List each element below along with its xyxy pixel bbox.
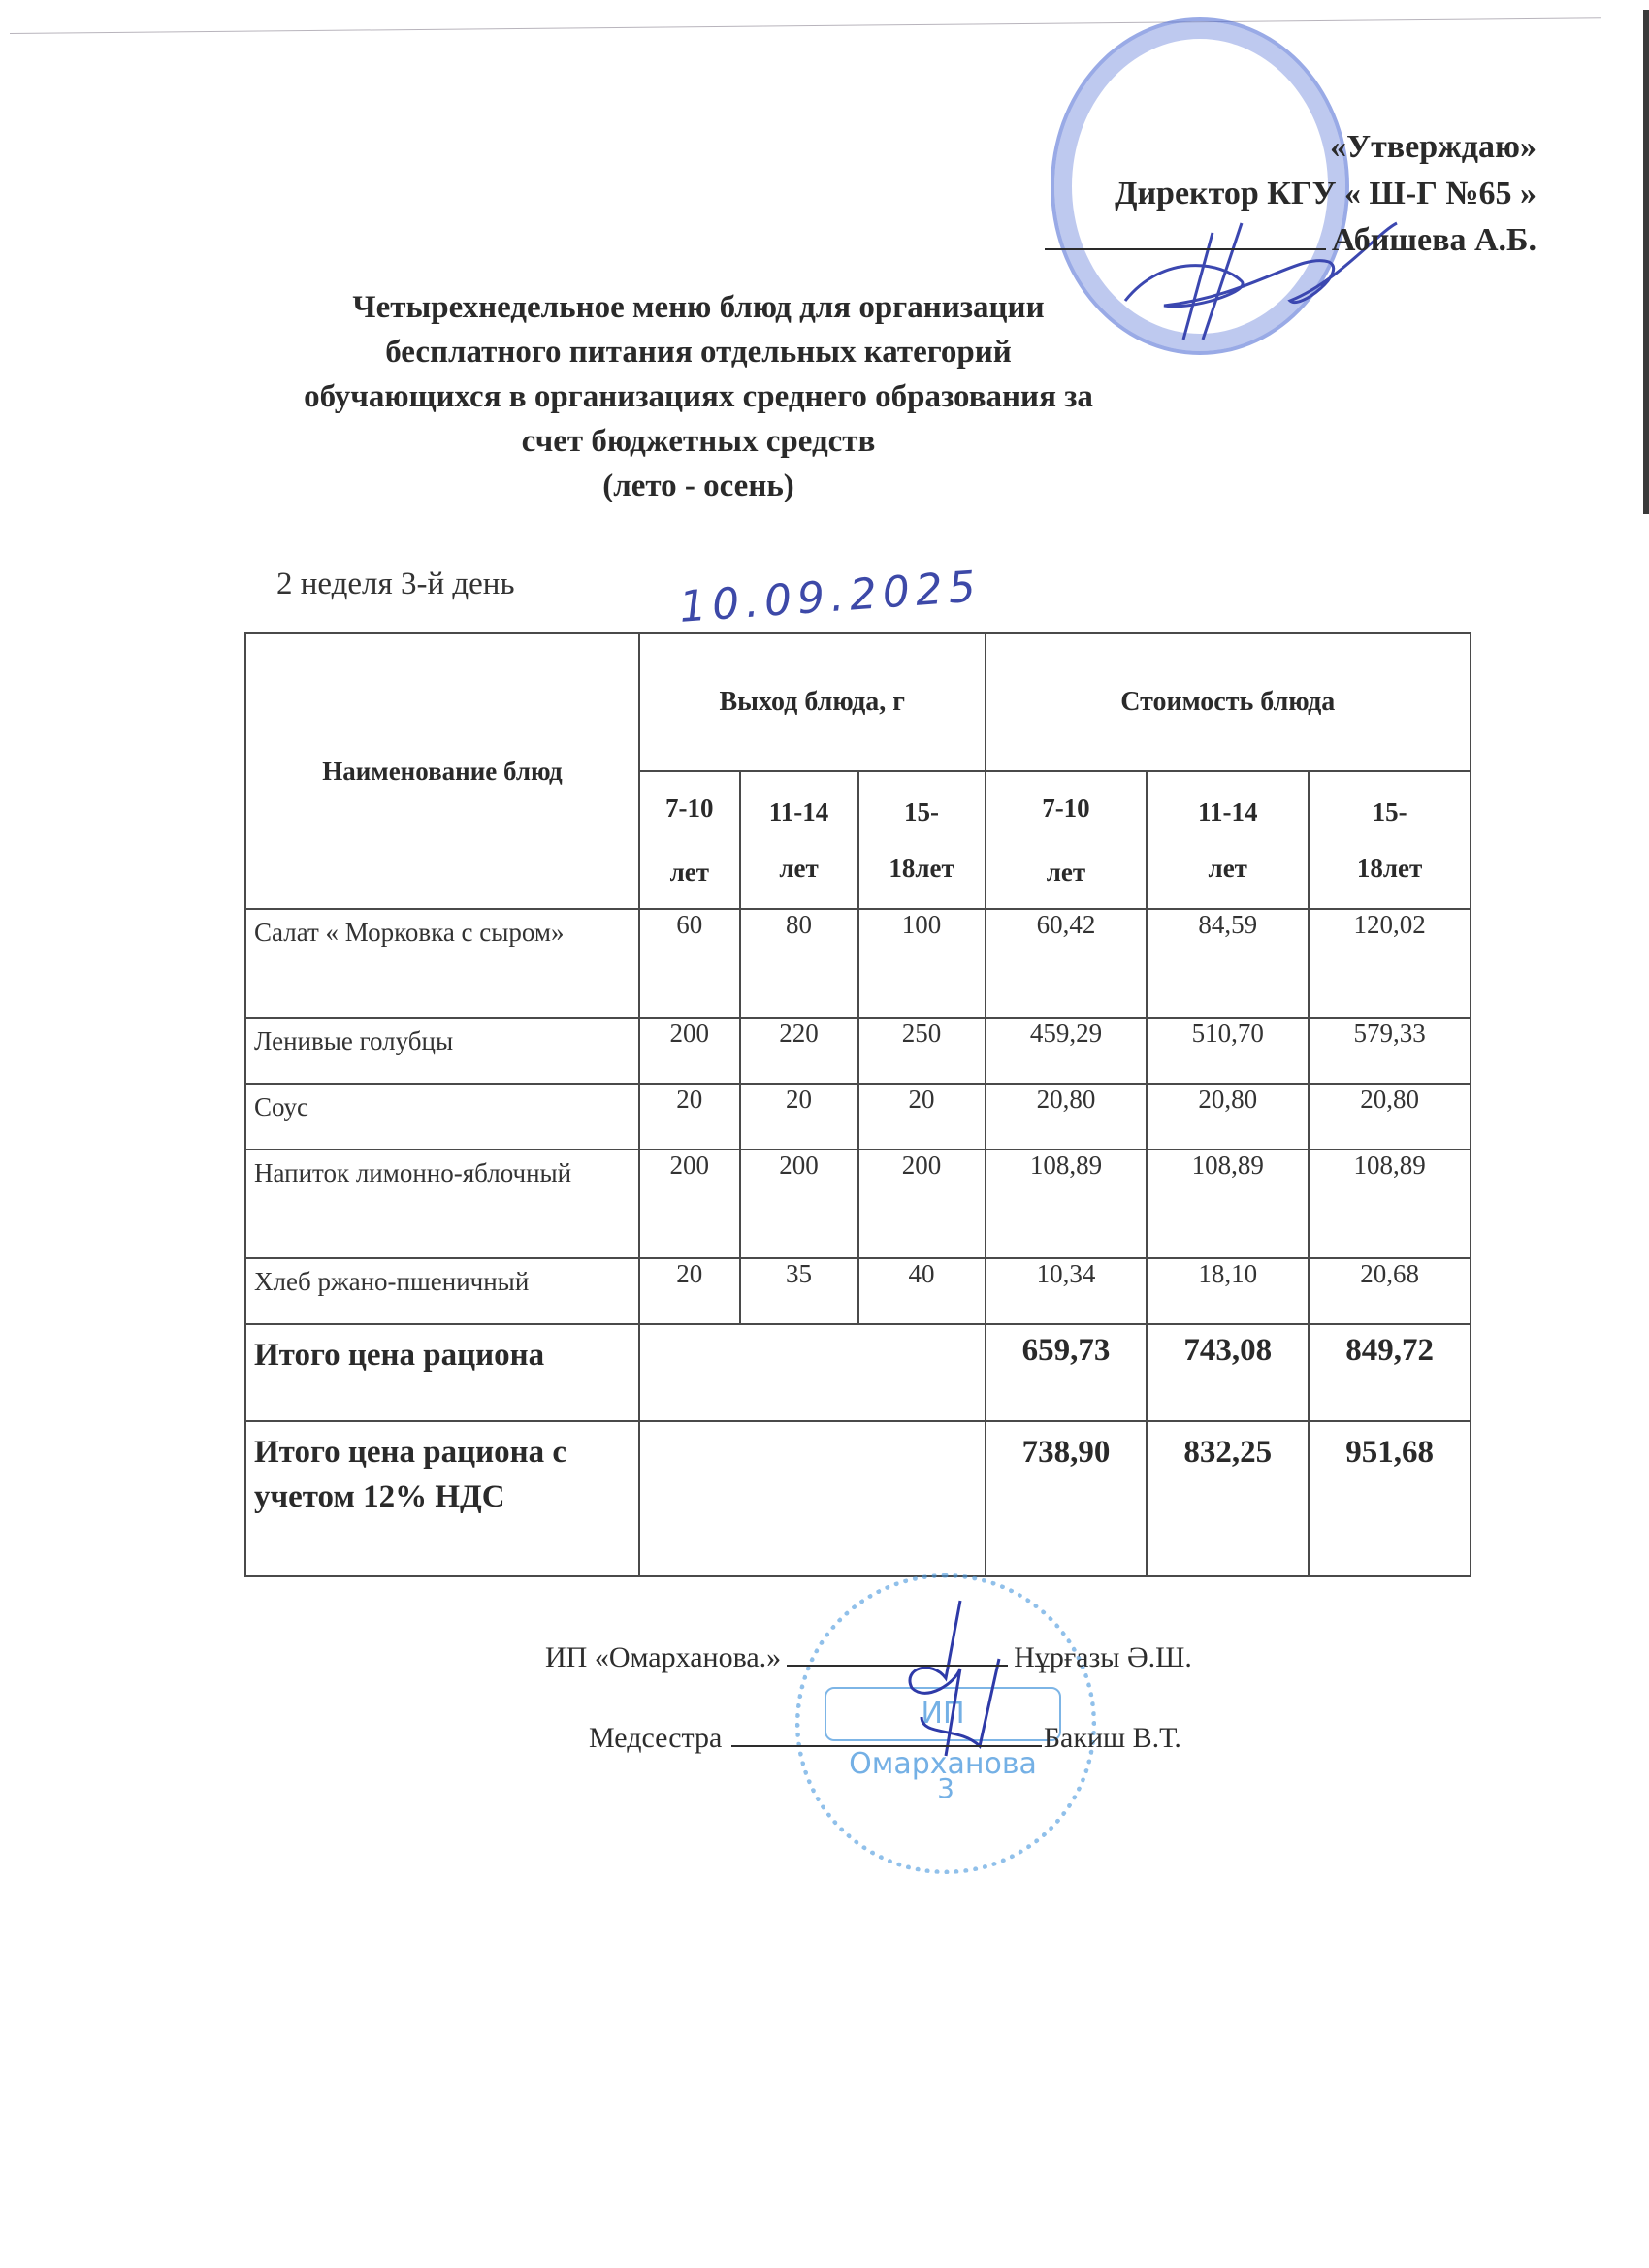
total-vat-cost-value: 951,68 (1309, 1421, 1471, 1576)
header-age-cost-15-18: 15- 18лет (1309, 771, 1471, 909)
cost-value: 10,34 (986, 1258, 1148, 1324)
yield-value: 60 (639, 909, 740, 1018)
yield-value: 200 (740, 1150, 858, 1258)
scan-edge-shadow (1643, 10, 1649, 514)
header-age-yield-7-10: 7-10 лет (639, 771, 740, 909)
header-dish-name: Наименование блюд (245, 633, 639, 909)
header-age-yield-15-18: 15- 18лет (858, 771, 986, 909)
yield-value: 250 (858, 1018, 986, 1084)
dish-name: Ленивые голубцы (245, 1018, 639, 1084)
approval-name: Абишева А.Б. (1331, 222, 1536, 258)
total-vat-empty-cell (639, 1421, 986, 1576)
supplier-label: ИП «Омарханова.» (545, 1641, 782, 1673)
yield-value: 80 (740, 909, 858, 1018)
approval-signatory (1045, 217, 1536, 264)
cost-value: 108,89 (986, 1150, 1148, 1258)
dish-name: Салат « Морковка с сыром» (245, 909, 639, 1018)
yield-value: 20 (639, 1084, 740, 1150)
yield-value: 20 (858, 1084, 986, 1150)
title-line: бесплатного питания отдельных категорий (385, 335, 1012, 370)
yield-value: 200 (639, 1018, 740, 1084)
title-line: обучающихся в организациях среднего образования за (304, 379, 1093, 414)
cost-value: 459,29 (986, 1018, 1148, 1084)
header-age-yield-11-14: 11-14 лет (740, 771, 858, 909)
total-vat-cost-value: 832,25 (1147, 1421, 1309, 1576)
total-row (245, 1324, 1471, 1421)
cost-value: 20,68 (1309, 1258, 1471, 1324)
total-vat-cost-value: 738,90 (986, 1421, 1148, 1576)
title-line: счет бюджетных средств (521, 424, 876, 459)
signature-line (731, 1745, 1042, 1747)
document-title (0, 285, 1397, 508)
total-cost-value: 849,72 (1309, 1324, 1471, 1421)
nurse-label: Медсестра (589, 1722, 723, 1754)
header-cost-group: Стоимость блюда (986, 633, 1471, 771)
yield-value: 220 (740, 1018, 858, 1084)
approval-position: Директор КГУ « Ш-Г №65 » (1115, 176, 1536, 211)
cost-value: 108,89 (1147, 1150, 1309, 1258)
header-age-cost-11-14: 11-14 лет (1147, 771, 1309, 909)
handwritten-date: 10.09.2025 (677, 562, 984, 632)
menu-day-label: 2 неделя 3-й день (276, 567, 515, 601)
stamp-number: 3 (937, 1772, 954, 1804)
cost-value: 510,70 (1147, 1018, 1309, 1084)
table-row (245, 1150, 1471, 1258)
total-empty-cell (639, 1324, 986, 1421)
approval-heading: «Утверждаю» (1330, 129, 1536, 165)
dish-name: Хлеб ржано-пшеничный (245, 1258, 639, 1324)
total-vat-row (245, 1421, 1471, 1576)
approval-block (1045, 124, 1536, 264)
cost-value: 120,02 (1309, 909, 1471, 1018)
dish-name: Напиток лимонно-яблочный (245, 1150, 639, 1258)
title-season: (лето - осень) (602, 469, 794, 503)
signature-line (787, 1665, 1008, 1667)
menu-table (244, 632, 1471, 1577)
table-row (245, 1258, 1471, 1324)
dish-name: Соус (245, 1084, 639, 1150)
yield-value: 35 (740, 1258, 858, 1324)
yield-value: 20 (639, 1258, 740, 1324)
table-row (245, 909, 1471, 1018)
header-row-groups (245, 633, 1471, 771)
signature-line (1045, 248, 1326, 250)
total-label: Итого цена рациона (245, 1324, 639, 1421)
cost-value: 20,80 (1147, 1084, 1309, 1150)
supplier-name: Нұрғазы Ә.Ш. (1014, 1641, 1192, 1673)
yield-value: 40 (858, 1258, 986, 1324)
nurse-signature-row (589, 1722, 1181, 1755)
total-cost-value: 743,08 (1147, 1324, 1309, 1421)
cost-value: 84,59 (1147, 909, 1309, 1018)
header-age-cost-7-10: 7-10 лет (986, 771, 1148, 909)
supplier-signature-row (545, 1641, 1192, 1674)
cost-value: 20,80 (1309, 1084, 1471, 1150)
cost-value: 108,89 (1309, 1150, 1471, 1258)
yield-value: 20 (740, 1084, 858, 1150)
yield-value: 100 (858, 909, 986, 1018)
yield-value: 200 (858, 1150, 986, 1258)
header-yield-group: Выход блюда, г (639, 633, 986, 771)
cost-value: 20,80 (986, 1084, 1148, 1150)
cost-value: 579,33 (1309, 1018, 1471, 1084)
yield-value: 200 (639, 1150, 740, 1258)
nurse-name: Бакиш В.Т. (1043, 1722, 1181, 1754)
cost-value: 18,10 (1147, 1258, 1309, 1324)
total-vat-label: Итого цена рациона с учетом 12% НДС (245, 1421, 639, 1576)
stamp-company-name: ИП Омарханова (824, 1687, 1061, 1741)
total-cost-value: 659,73 (986, 1324, 1148, 1421)
table-row (245, 1018, 1471, 1084)
title-line: Четырехнедельное меню блюд для организации (352, 290, 1045, 325)
cost-value: 60,42 (986, 909, 1148, 1018)
table-row (245, 1084, 1471, 1150)
scan-edge-line (10, 17, 1600, 34)
